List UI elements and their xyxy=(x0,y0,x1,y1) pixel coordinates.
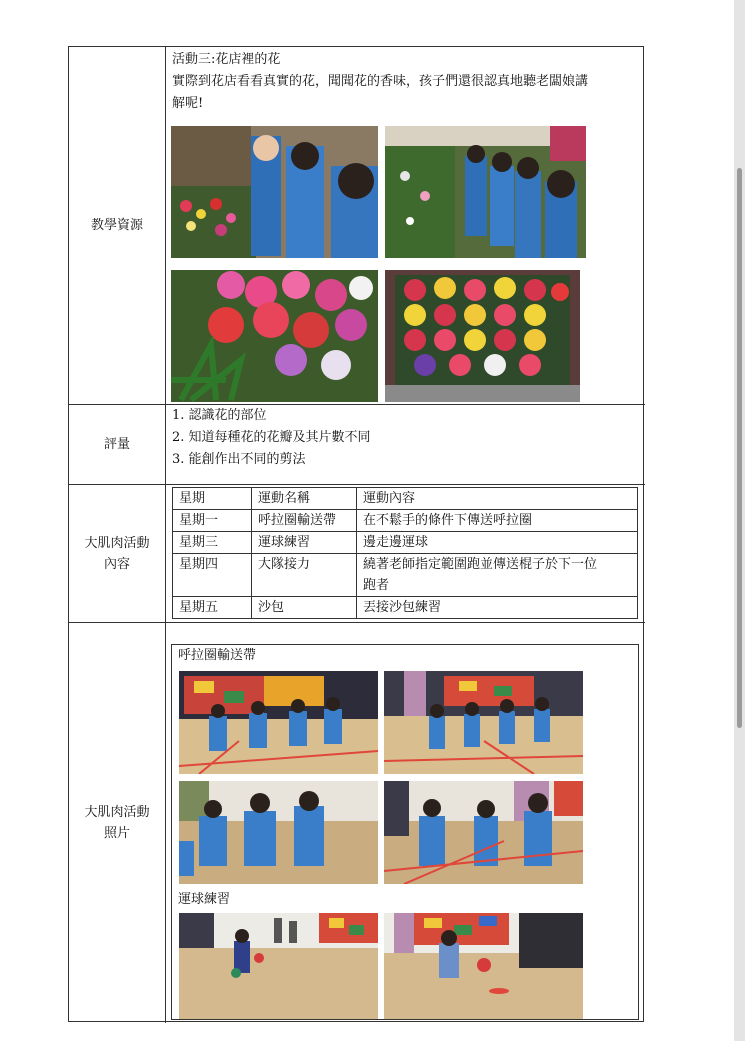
activity-title: 活動三:花店裡的花 xyxy=(172,52,281,67)
table-row: 星期三 運球練習 邊走邊運球 xyxy=(173,532,638,554)
flower-display-photo-2 xyxy=(385,270,580,402)
hula-hoop-photo-1 xyxy=(179,671,378,774)
activity-description-line1: 實際到花店看看真實的花，聞聞花的香味，孩子們還很認真地聽老闆娘講 xyxy=(172,74,589,89)
evaluation-item: 2. 知道每種花的花瓣及其片數不同 xyxy=(172,430,371,445)
evaluation-label: 評量 xyxy=(69,405,166,484)
hula-hoop-photo-4 xyxy=(384,781,583,884)
gross-motor-content-row xyxy=(69,484,645,622)
vertical-scrollbar[interactable] xyxy=(734,0,745,1041)
activity-description-line2: 解呢! xyxy=(172,96,204,111)
teaching-resources-row xyxy=(69,47,645,404)
gross-motor-content-label: 大肌肉活動 內容 xyxy=(69,485,166,622)
evaluation-item: 1. 認識花的部位 xyxy=(172,408,267,423)
flower-display-photo-1 xyxy=(171,270,378,402)
evaluation-item: 3. 能創作出不同的剪法 xyxy=(172,452,306,467)
gross-motor-photos-row xyxy=(69,622,645,1023)
evaluation-row xyxy=(69,404,645,484)
report-table xyxy=(68,46,644,1022)
teaching-resources-label: 教學資源 xyxy=(69,47,166,404)
hula-hoop-photo-2 xyxy=(384,671,583,774)
table-row: 星期五 沙包 丟接沙包練習 xyxy=(173,597,638,619)
header-cell-name: 運動名稱 xyxy=(252,488,357,510)
header-cell-content: 運動內容 xyxy=(357,488,638,510)
dribbling-photo-2 xyxy=(384,913,583,1019)
photos-container xyxy=(171,644,639,1020)
dribbling-section-title: 運球練習 xyxy=(178,892,231,907)
dribbling-photo-1 xyxy=(179,913,378,1019)
hula-hoop-photo-3 xyxy=(179,781,378,884)
table-row: 星期一 呼拉圈輸送帶 在不鬆手的條件下傳送呼拉圈 xyxy=(173,510,638,532)
hula-hoop-section-title: 呼拉圈輸送帶 xyxy=(178,648,257,663)
flower-shop-photo-children-1 xyxy=(171,126,378,258)
exercise-schedule-table xyxy=(172,487,638,619)
scrollbar-thumb[interactable] xyxy=(737,168,742,728)
gross-motor-photos-label: 大肌肉活動 照片 xyxy=(69,623,166,1023)
table-header-row xyxy=(173,488,638,510)
flower-shop-photo-children-2 xyxy=(385,126,586,258)
header-cell-day: 星期 xyxy=(173,488,252,510)
table-row: 星期四 大隊接力 繞著老師指定範圍跑並傳送棍子於下一位 跑者 xyxy=(173,554,638,597)
